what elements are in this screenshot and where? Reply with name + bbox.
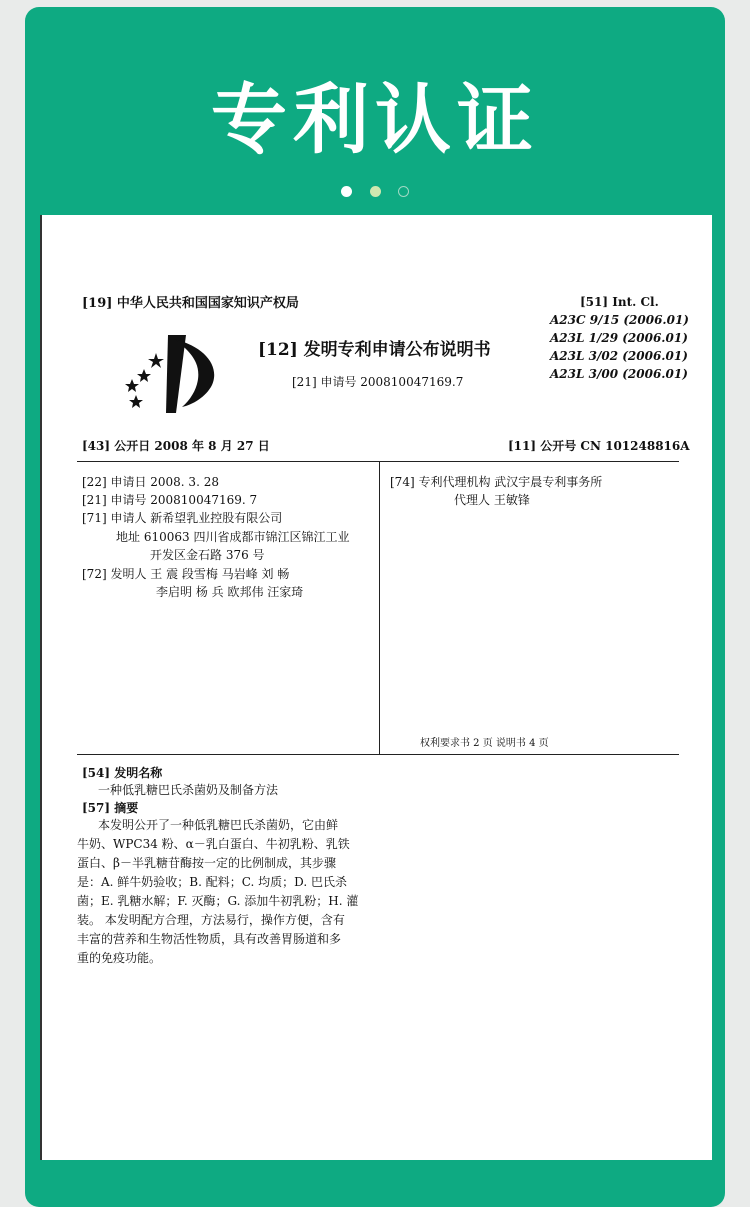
- class-entry: A23L 3/02 (2006.01): [550, 349, 688, 363]
- abstract-line: 菌；E. 乳糖水解；F. 灭酶；G. 添加牛初乳粉；H. 灌: [77, 894, 359, 908]
- page-count: 权利要求书 2 页 说明书 4 页: [420, 738, 549, 749]
- carousel-dot-1[interactable]: [341, 186, 352, 197]
- abstract-line: 牛奶、WPC34 粉、α－乳白蛋白、牛初乳粉、乳铁: [77, 837, 350, 851]
- patent-office: [19] 中华人民共和国国家知识产权局: [82, 296, 299, 311]
- inventors: 李启明 杨 兵 欧邦伟 汪家琦: [156, 585, 304, 599]
- divider: [77, 754, 679, 755]
- carousel-dot-3[interactable]: [398, 186, 409, 197]
- page-title: 专利认证: [211, 75, 539, 164]
- invention-name-label: [54] 发明名称: [82, 766, 163, 780]
- class-entry: A23C 9/15 (2006.01): [550, 313, 689, 327]
- patent-agent: 代理人 王敏锋: [454, 493, 530, 507]
- address-line: 地址 610063 四川省成都市锦江区锦江工业: [116, 530, 350, 544]
- inventors: [72] 发明人 王 震 段雪梅 马岩峰 刘 畅: [82, 567, 290, 581]
- abstract-line: 装。 本发明配方合理，方法易行，操作方便，含有: [77, 913, 345, 927]
- address-line: 开发区金石路 376 号: [150, 548, 265, 562]
- abstract-line: 重的免疫功能。: [77, 951, 162, 965]
- abstract-line: 是：A. 鲜牛奶验收；B. 配料；C. 均质；D. 巴氏杀: [77, 875, 347, 889]
- carousel-dot-2[interactable]: [370, 186, 381, 197]
- abstract-label: [57] 摘要: [82, 801, 139, 815]
- abstract-line: 丰富的营养和生物活性物质，具有改善胃肠道和多: [77, 932, 342, 946]
- patent-agency: [74] 专利代理机构 武汉宇晨专利事务所: [390, 475, 603, 489]
- patent-office-logo-icon: [116, 333, 226, 413]
- patent-document: [40, 215, 712, 1160]
- document-type: [12] 发明专利申请公布说明书: [258, 340, 491, 360]
- carousel-dots: [25, 181, 725, 200]
- application-number: [21] 申请号 200810047169. 7: [82, 493, 258, 507]
- applicant: [71] 申请人 新希望乳业控股有限公司: [82, 511, 283, 525]
- divider: [379, 461, 380, 754]
- abstract-line: 蛋白、β－半乳糖苷酶按一定的比例制成，其步骤: [77, 856, 336, 870]
- publication-date: [43] 公开日 2008 年 8 月 27 日: [82, 439, 270, 453]
- filing-date: [22] 申请日 2008. 3. 28: [82, 475, 219, 489]
- class-entry: A23L 1/29 (2006.01): [550, 331, 688, 345]
- int-cl-label: [51] Int. Cl.: [580, 295, 659, 309]
- application-number-top: [21] 申请号 200810047169.7: [292, 375, 464, 389]
- invention-name: 一种低乳糖巴氏杀菌奶及制备方法: [98, 783, 279, 797]
- divider: [77, 461, 679, 462]
- document-left-border: [40, 215, 42, 1160]
- abstract-line: 本发明公开了一种低乳糖巴氏杀菌奶，它由鲜: [98, 818, 339, 832]
- publication-number: [11] 公开号 CN 101248816A: [508, 439, 690, 453]
- class-entry: A23L 3/00 (2006.01): [550, 367, 688, 381]
